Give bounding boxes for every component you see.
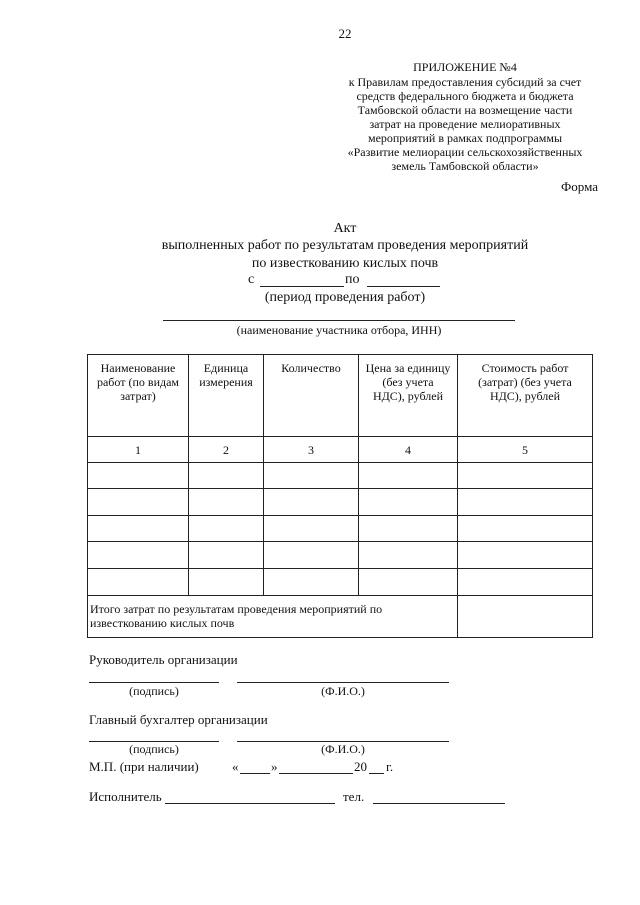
period-to-label: по xyxy=(345,272,360,287)
header-cell-price: Цена за единицу (без учета НДС), рублей xyxy=(359,355,458,437)
date-day-field[interactable] xyxy=(240,773,270,774)
table-cell[interactable] xyxy=(88,489,189,516)
table-cell[interactable] xyxy=(458,516,593,542)
act-subtitle-line2: по известкованию кислых почв xyxy=(251,256,439,271)
period-from-label: с xyxy=(248,272,255,287)
table-row xyxy=(88,542,593,569)
page-number: 22 xyxy=(338,26,352,41)
head-signature-field[interactable] xyxy=(89,682,219,683)
table-cell[interactable] xyxy=(88,516,189,542)
total-label: Итого затрат по результатам проведения мероприятий по известкованию кислых почв xyxy=(88,596,458,638)
head-name-caption: (Ф.И.О.) xyxy=(321,684,365,698)
total-value-cell[interactable] xyxy=(458,596,593,638)
date-year-field[interactable] xyxy=(369,773,384,774)
works-table xyxy=(87,354,593,638)
table-cell[interactable] xyxy=(264,569,359,596)
table-cell[interactable] xyxy=(189,569,264,596)
table-cell[interactable] xyxy=(88,569,189,596)
participant-field[interactable] xyxy=(163,320,515,321)
phone-label: тел. xyxy=(343,789,365,804)
table-cell[interactable] xyxy=(88,463,189,489)
appendix-line: мероприятий в рамках подпрограммы xyxy=(367,131,563,145)
column-number: 3 xyxy=(264,437,359,463)
table-row xyxy=(88,489,593,516)
stamp-label: М.П. (при наличии) xyxy=(89,759,199,774)
accountant-sign-caption: (подпись) xyxy=(129,742,179,756)
act-subtitle-line1: выполненных работ по результатам проведения мероприятий xyxy=(161,238,529,253)
header-cell-quantity: Количество xyxy=(264,355,359,437)
table-cell[interactable] xyxy=(189,542,264,569)
table-cell[interactable] xyxy=(264,516,359,542)
table-number-row xyxy=(88,437,593,463)
column-number: 1 xyxy=(88,437,189,463)
header-cell-cost: Стоимость работ (затрат) (без учета НДС), рублей xyxy=(458,355,593,437)
period-from-field[interactable] xyxy=(260,286,344,287)
appendix-title: ПРИЛОЖЕНИЕ №4 xyxy=(413,60,517,74)
table-row xyxy=(88,463,593,489)
appendix-line: Тамбовской области на возмещение части xyxy=(357,103,573,117)
table-row xyxy=(88,516,593,542)
table-cell[interactable] xyxy=(359,542,458,569)
column-number: 4 xyxy=(359,437,458,463)
date-year-suffix: г. xyxy=(386,759,394,774)
table-cell[interactable] xyxy=(359,516,458,542)
table-cell[interactable] xyxy=(189,489,264,516)
table-cell[interactable] xyxy=(264,542,359,569)
appendix-line: «Развитие мелиорации сельскохозяйственных xyxy=(347,145,583,159)
act-title: Акт xyxy=(333,221,357,236)
phone-field[interactable] xyxy=(373,803,505,804)
date-year-prefix: 20 xyxy=(354,759,367,774)
table-header-row xyxy=(88,355,593,437)
appendix-line: средств федерального бюджета и бюджета xyxy=(356,89,574,103)
date-open-quote: « xyxy=(232,759,239,774)
head-label: Руководитель организации xyxy=(89,652,238,667)
date-month-field[interactable] xyxy=(279,773,353,774)
header-cell-unit: Единица измерения xyxy=(189,355,264,437)
form-label: Форма xyxy=(561,179,598,194)
header-cell-name: Наименование работ (по видам затрат) xyxy=(88,355,189,437)
table-cell[interactable] xyxy=(359,569,458,596)
table-cell[interactable] xyxy=(458,463,593,489)
accountant-label: Главный бухгалтер организации xyxy=(89,712,268,727)
accountant-name-caption: (Ф.И.О.) xyxy=(321,742,365,756)
period-to-field[interactable] xyxy=(367,286,440,287)
table-cell[interactable] xyxy=(189,463,264,489)
table-cell[interactable] xyxy=(359,463,458,489)
table-total-row xyxy=(88,596,593,638)
participant-caption: (наименование участника отбора, ИНН) xyxy=(236,323,442,337)
table-cell[interactable] xyxy=(458,542,593,569)
appendix-line: к Правилам предоставления субсидий за счет xyxy=(348,75,582,89)
column-number: 2 xyxy=(189,437,264,463)
table-cell[interactable] xyxy=(458,489,593,516)
appendix-line: затрат на проведение мелиоративных xyxy=(369,117,561,131)
table-row xyxy=(88,569,593,596)
period-caption: (период проведения работ) xyxy=(264,290,426,305)
executor-field[interactable] xyxy=(165,803,335,804)
appendix-line: земель Тамбовской области» xyxy=(391,159,539,173)
table-cell[interactable] xyxy=(458,569,593,596)
table-cell[interactable] xyxy=(88,542,189,569)
date-close-quote: » xyxy=(271,759,278,774)
table-cell[interactable] xyxy=(189,516,264,542)
head-name-field[interactable] xyxy=(237,682,449,683)
table-cell[interactable] xyxy=(264,489,359,516)
table-cell[interactable] xyxy=(264,463,359,489)
column-number: 5 xyxy=(458,437,593,463)
executor-label: Исполнитель xyxy=(89,789,162,804)
head-sign-caption: (подпись) xyxy=(129,684,179,698)
table-cell[interactable] xyxy=(359,489,458,516)
